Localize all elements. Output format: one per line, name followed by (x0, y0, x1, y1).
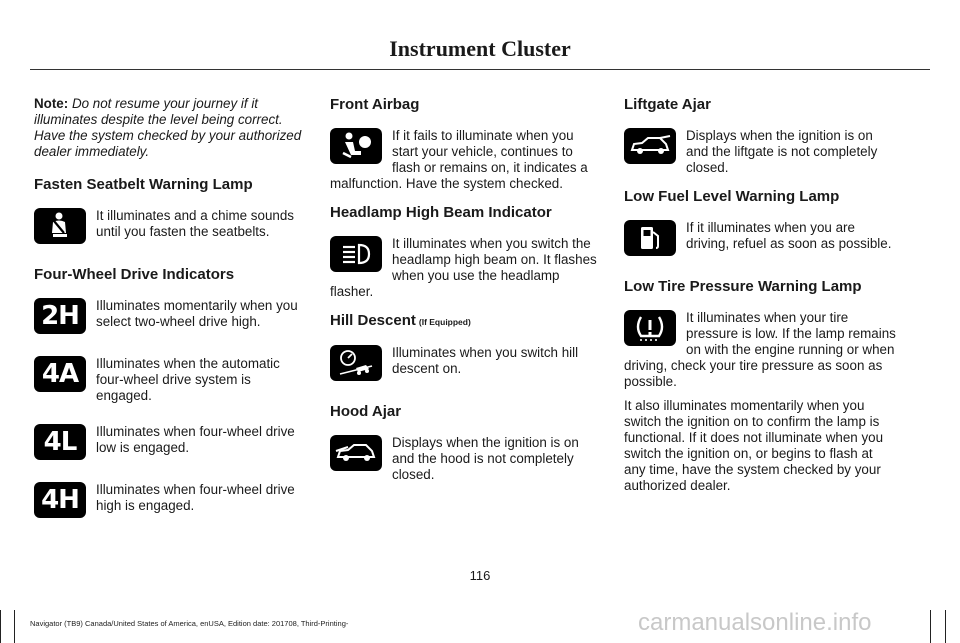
hill-text: Illuminates when you switch hill descent on. (392, 345, 579, 376)
note-paragraph (34, 96, 306, 160)
seatbelt-text: It illuminates and a chime sounds until you fasten the seatbelts. (96, 208, 294, 239)
airbag-heading: Front Airbag (330, 96, 420, 113)
liftgate-text: Displays when the ignition is on and the liftgate is not completely closed. (686, 128, 878, 175)
hood-item (330, 435, 602, 483)
page-title: Instrument Cluster (389, 36, 571, 61)
fwd-item-4a (34, 356, 306, 412)
footer-text: Navigator (TB9) Canada/United States of America, enUSA, Edition date: 201708, Third-Printing- (30, 619, 349, 628)
liftgate-heading: Liftgate Ajar (624, 96, 711, 113)
page-number: 116 (469, 568, 491, 583)
airbag-item (330, 128, 602, 192)
fuel-pump-icon (624, 220, 676, 256)
fwd-text-4a: Illuminates when the automatic four-wheel drive system is engaged. (96, 356, 280, 403)
tire-text-extra: It also illuminates momentarily when you switch the ignition on to confirm the lamp is functional. If it does not illuminate when you switch the ignition on, or begins to flash at any time, have the system checked by your authorized dealer. (624, 398, 884, 493)
highbeam-item (330, 236, 602, 300)
seatbelt-item (34, 208, 306, 254)
highbeam-heading: Headlamp High Beam Indicator (330, 204, 552, 221)
4a-indicator-icon (34, 356, 86, 392)
hood-heading: Hood Ajar (330, 403, 402, 420)
watermark: carmanualsonline.info (638, 609, 872, 636)
tire-text: It illuminates when your tire pressure is low. If the lamp remains on with the engine running or when driving, check your tire pressure as soon as possible. (624, 310, 896, 389)
tire-heading: Low Tire Pressure Warning Lamp (624, 278, 862, 295)
header-rule (30, 69, 930, 70)
note-text: Do not resume your journey if it illuminates despite the level being correct. Have the system checked by your authorized dealer immediately. (34, 96, 302, 159)
crop-mark (0, 610, 1, 643)
high-beam-icon (330, 236, 382, 272)
airbag-icon (330, 128, 382, 164)
2h-indicator-icon (34, 298, 86, 334)
crop-mark (945, 610, 946, 643)
hill-heading-note: (If Equipped) (418, 317, 471, 327)
tire-pressure-icon (624, 310, 676, 346)
fwd-text-4l: Illuminates when four-wheel drive low is engaged. (96, 424, 295, 455)
crop-mark (930, 610, 931, 643)
seatbelt-heading: Fasten Seatbelt Warning Lamp (34, 176, 253, 193)
seatbelt-icon (34, 208, 86, 244)
fwd-item-2h (34, 298, 306, 344)
hill-descent-icon (330, 345, 382, 381)
2h-code: 2H (41, 301, 79, 331)
fwd-text-4h: Illuminates when four-wheel drive high is engaged. (96, 482, 295, 513)
highbeam-text: It illuminates when you switch the headlamp high beam on. It flashes when you use the headlamp flasher. (330, 236, 597, 299)
column-left (34, 96, 306, 540)
fwd-item-4h (34, 482, 306, 528)
column-right (624, 96, 896, 494)
tire-item (624, 310, 896, 390)
4h-indicator-icon (34, 482, 86, 518)
hill-heading-text: Hill Descent (330, 312, 416, 329)
hood-ajar-icon (330, 435, 382, 471)
hill-item (330, 345, 602, 391)
note-label: Note: (34, 96, 69, 111)
hill-heading (330, 312, 602, 331)
liftgate-item (624, 128, 896, 176)
liftgate-ajar-icon (624, 128, 676, 164)
fwd-item-4l (34, 424, 306, 470)
fuel-heading: Low Fuel Level Warning Lamp (624, 188, 840, 205)
fuel-item (624, 220, 896, 266)
hood-text: Displays when the ignition is on and the hood is not completely closed. (392, 435, 579, 482)
column-middle (330, 96, 602, 495)
airbag-text: If it fails to illuminate when you start your vehicle, continues to flash or remains on, it indicates a malfunction. Have the system checked. (330, 128, 588, 191)
fwd-text-2h: Illuminates momentarily when you select two-wheel drive high. (96, 298, 298, 329)
4l-code: 4L (43, 427, 77, 457)
4h-code: 4H (41, 485, 79, 515)
fwd-heading: Four-Wheel Drive Indicators (34, 266, 235, 283)
4l-indicator-icon (34, 424, 86, 460)
4a-code: 4A (41, 359, 79, 389)
crop-mark (14, 610, 15, 643)
fuel-text: If it illuminates when you are driving, refuel as soon as possible. (686, 220, 892, 251)
